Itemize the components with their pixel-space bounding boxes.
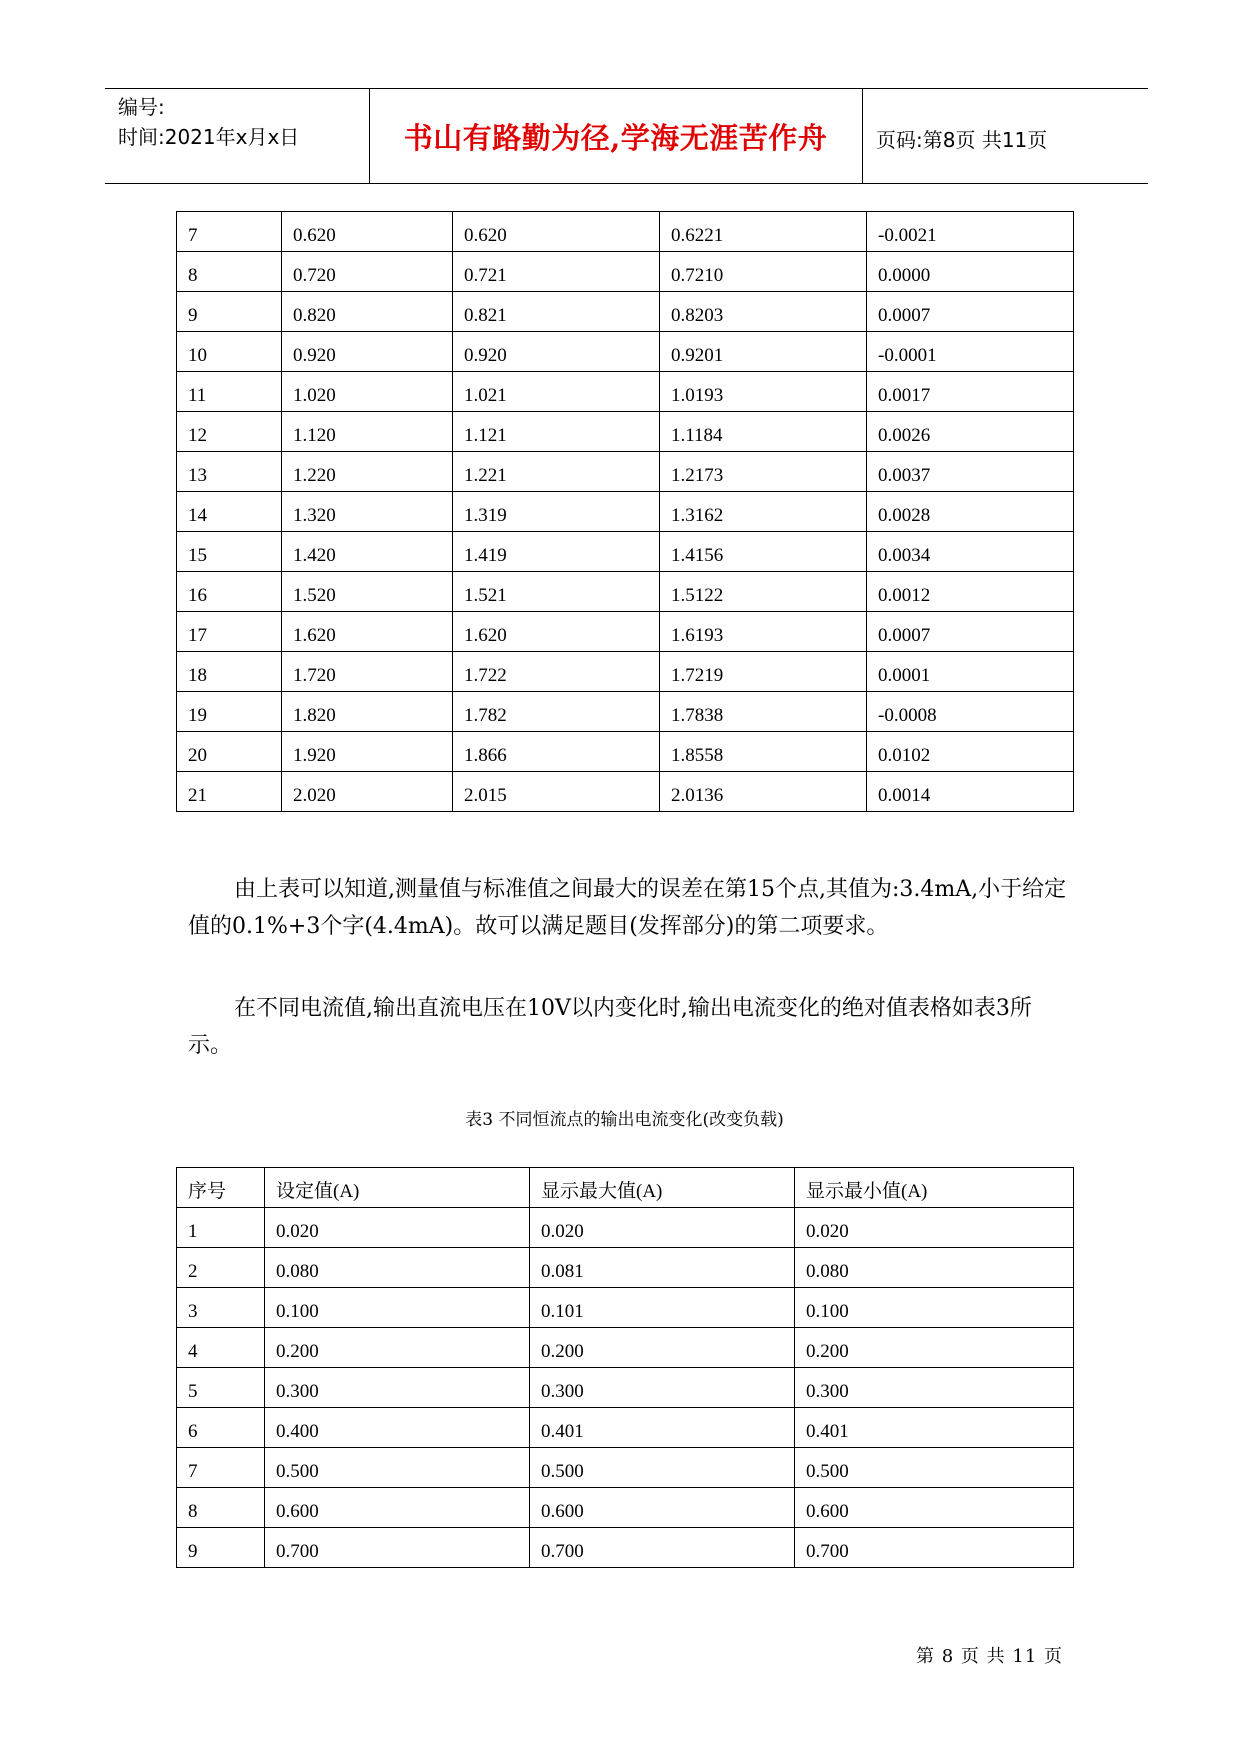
table-cell: 1.5122 <box>660 572 867 612</box>
table-cell: 0.720 <box>282 252 453 292</box>
table-cell: 1.782 <box>453 692 660 732</box>
table-cell: 0.500 <box>265 1448 530 1488</box>
table-cell: 0.0012 <box>867 572 1074 612</box>
table-cell: 0.920 <box>453 332 660 372</box>
error-table <box>176 211 1074 812</box>
table-cell: 8 <box>177 1488 265 1528</box>
table-cell: 1.220 <box>282 452 453 492</box>
table-cell: 0.300 <box>795 1368 1074 1408</box>
intro-text: 在不同电流值,输出直流电压在10V以内变化时,输出电流变化的绝对值表格如表3所示。 <box>188 996 1032 1058</box>
table-cell: 0.600 <box>265 1488 530 1528</box>
table-row <box>177 1408 1074 1448</box>
current-change-table-body <box>177 1208 1074 1568</box>
table-cell: 0.500 <box>530 1448 795 1488</box>
table-row <box>177 1208 1074 1248</box>
error-table-body <box>177 212 1074 812</box>
table-cell: 14 <box>177 492 282 532</box>
table-cell: 7 <box>177 212 282 252</box>
table-row <box>177 412 1074 452</box>
table-row <box>177 292 1074 332</box>
table-cell: 1.2173 <box>660 452 867 492</box>
table-cell: 1.120 <box>282 412 453 452</box>
table-cell: 0.200 <box>530 1328 795 1368</box>
table-cell: 1 <box>177 1208 265 1248</box>
table-cell: 0.081 <box>530 1248 795 1288</box>
table-cell: 0.0102 <box>867 732 1074 772</box>
table-cell: 1.6193 <box>660 612 867 652</box>
table-cell: 3 <box>177 1288 265 1328</box>
table-cell: 0.300 <box>530 1368 795 1408</box>
table-cell: 1.820 <box>282 692 453 732</box>
table-cell: 0.500 <box>795 1448 1074 1488</box>
table3-caption: 表3 不同恒流点的输出电流变化(改变负载) <box>465 1110 784 1130</box>
table-header-row <box>177 1168 1074 1208</box>
table-cell: 0.821 <box>453 292 660 332</box>
table-cell: 2 <box>177 1248 265 1288</box>
table-cell: 11 <box>177 372 282 412</box>
header-meta <box>118 92 299 152</box>
table-cell: 1.620 <box>453 612 660 652</box>
table-cell: 10 <box>177 332 282 372</box>
table-cell: 0.0034 <box>867 532 1074 572</box>
table-cell: 1.3162 <box>660 492 867 532</box>
table-cell: 0.400 <box>265 1408 530 1448</box>
table-row <box>177 1368 1074 1408</box>
table-cell: 0.0001 <box>867 652 1074 692</box>
table-cell: 8 <box>177 252 282 292</box>
table-row <box>177 332 1074 372</box>
table-cell: 17 <box>177 612 282 652</box>
table-row <box>177 372 1074 412</box>
header-divider-right <box>862 88 863 183</box>
table-cell: 0.721 <box>453 252 660 292</box>
table-row <box>177 692 1074 732</box>
table-row <box>177 1288 1074 1328</box>
table-cell: 0.700 <box>530 1528 795 1568</box>
table-cell: 1.021 <box>453 372 660 412</box>
header-motto: 书山有路勤为径,学海无涯苦作舟 <box>403 121 828 155</box>
table-cell: 1.420 <box>282 532 453 572</box>
table-cell: 6 <box>177 1408 265 1448</box>
table-cell: 0.0000 <box>867 252 1074 292</box>
table-cell: 0.0014 <box>867 772 1074 812</box>
table-cell: 0.200 <box>795 1328 1074 1368</box>
table-row <box>177 652 1074 692</box>
header-page-code: 页码:第8页 共11页 <box>876 128 1048 152</box>
table-cell: 0.101 <box>530 1288 795 1328</box>
table-cell: 0.600 <box>530 1488 795 1528</box>
table-cell: -0.0021 <box>867 212 1074 252</box>
table-cell: 0.020 <box>530 1208 795 1248</box>
table-cell: 20 <box>177 732 282 772</box>
table-cell: 1.419 <box>453 532 660 572</box>
table-cell: 0.7210 <box>660 252 867 292</box>
table-cell: 0.0026 <box>867 412 1074 452</box>
table-cell: 1.1184 <box>660 412 867 452</box>
table-cell: 1.722 <box>453 652 660 692</box>
table-cell: 15 <box>177 532 282 572</box>
table-row <box>177 492 1074 532</box>
table-cell: 1.020 <box>282 372 453 412</box>
table-cell: 0.620 <box>453 212 660 252</box>
table-cell: 0.200 <box>265 1328 530 1368</box>
table-row <box>177 1528 1074 1568</box>
table-row <box>177 532 1074 572</box>
table-cell: 4 <box>177 1328 265 1368</box>
table-cell: 1.620 <box>282 612 453 652</box>
table-cell: 2.020 <box>282 772 453 812</box>
table-cell: 0.600 <box>795 1488 1074 1528</box>
table-cell: 2.015 <box>453 772 660 812</box>
table-cell: 21 <box>177 772 282 812</box>
document-code-label: 编号: <box>118 95 165 119</box>
table-cell: 1.866 <box>453 732 660 772</box>
analysis-paragraph <box>188 871 1073 945</box>
table-cell: 16 <box>177 572 282 612</box>
table-cell: 7 <box>177 1448 265 1488</box>
page-footer: 第 8 页 共 11 页 <box>916 1646 1063 1667</box>
table-cell: 0.820 <box>282 292 453 332</box>
table-cell: 1.7838 <box>660 692 867 732</box>
table-row <box>177 612 1074 652</box>
table-cell: 0.100 <box>265 1288 530 1328</box>
table-cell: 13 <box>177 452 282 492</box>
table-cell: 0.8203 <box>660 292 867 332</box>
table-cell: 0.700 <box>795 1528 1074 1568</box>
table-cell: 0.401 <box>795 1408 1074 1448</box>
table-cell: 5 <box>177 1368 265 1408</box>
table-cell: 9 <box>177 1528 265 1568</box>
table-cell: 0.0007 <box>867 292 1074 332</box>
table-cell: 0.700 <box>265 1528 530 1568</box>
table-cell: 0.300 <box>265 1368 530 1408</box>
table-cell: 0.6221 <box>660 212 867 252</box>
table-cell: -0.0008 <box>867 692 1074 732</box>
table-cell: 1.520 <box>282 572 453 612</box>
table-row <box>177 732 1074 772</box>
table-cell: 1.0193 <box>660 372 867 412</box>
current-change-table <box>176 1167 1074 1568</box>
table-cell: 0.0007 <box>867 612 1074 652</box>
column-header: 设定值(A) <box>265 1168 530 1208</box>
table-row <box>177 572 1074 612</box>
column-header: 序号 <box>177 1168 265 1208</box>
table-cell: 1.521 <box>453 572 660 612</box>
table-cell: 0.620 <box>282 212 453 252</box>
table-cell: 0.020 <box>265 1208 530 1248</box>
header-bottom-rule <box>105 183 1148 184</box>
table-row <box>177 212 1074 252</box>
table-row <box>177 1248 1074 1288</box>
table-cell: 1.920 <box>282 732 453 772</box>
table-cell: 0.020 <box>795 1208 1074 1248</box>
table-row <box>177 1448 1074 1488</box>
table-cell: 0.080 <box>795 1248 1074 1288</box>
table-cell: 0.401 <box>530 1408 795 1448</box>
table-row <box>177 452 1074 492</box>
intro-paragraph <box>188 990 1073 1064</box>
table-cell: 12 <box>177 412 282 452</box>
table-cell: -0.0001 <box>867 332 1074 372</box>
document-time-label: 时间:2021年x月x日 <box>118 125 300 149</box>
table-cell: 19 <box>177 692 282 732</box>
table-cell: 0.100 <box>795 1288 1074 1328</box>
table-cell: 1.720 <box>282 652 453 692</box>
table-cell: 1.7219 <box>660 652 867 692</box>
column-header: 显示最小值(A) <box>795 1168 1074 1208</box>
table-cell: 1.4156 <box>660 532 867 572</box>
table-cell: 0.080 <box>265 1248 530 1288</box>
table-cell: 0.9201 <box>660 332 867 372</box>
table-cell: 0.0037 <box>867 452 1074 492</box>
header-top-rule <box>105 88 1148 89</box>
table-row <box>177 772 1074 812</box>
table-cell: 1.221 <box>453 452 660 492</box>
analysis-text: 由上表可以知道,测量值与标准值之间最大的误差在第15个点,其值为:3.4mA,小于给定值的0.1%+3个字(4.4mA)。故可以满足题目(发挥部分)的第二项要求。 <box>188 877 1067 939</box>
table-cell: 1.320 <box>282 492 453 532</box>
table-cell: 1.8558 <box>660 732 867 772</box>
table-cell: 1.319 <box>453 492 660 532</box>
table-cell: 1.121 <box>453 412 660 452</box>
table-cell: 0.0028 <box>867 492 1074 532</box>
table-row <box>177 1488 1074 1528</box>
table-cell: 9 <box>177 292 282 332</box>
table-row <box>177 252 1074 292</box>
table-cell: 2.0136 <box>660 772 867 812</box>
column-header: 显示最大值(A) <box>530 1168 795 1208</box>
table-cell: 18 <box>177 652 282 692</box>
table-cell: 0.0017 <box>867 372 1074 412</box>
table-cell: 0.920 <box>282 332 453 372</box>
table-row <box>177 1328 1074 1368</box>
